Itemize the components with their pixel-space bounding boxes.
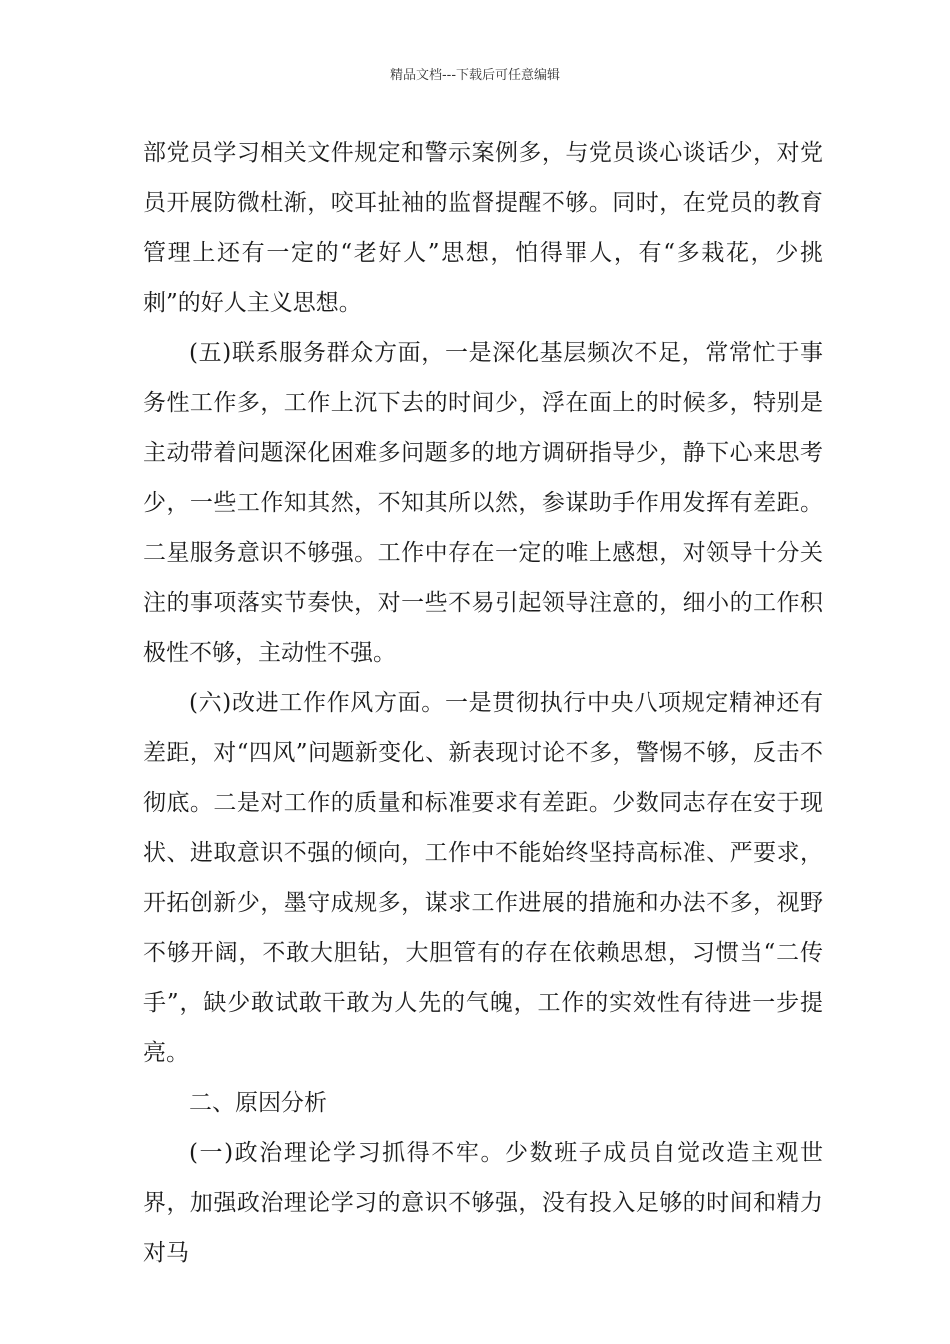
paragraph-political-theory: (一)政治理论学习抓得不牢。少数班子成员自觉改造主观世界，加强政治理论学习的意识不够强，没有投入足够的时间和精力对马 <box>143 1140 823 1266</box>
section-heading-cause-analysis: 二、原因分析 <box>189 1090 327 1116</box>
page-header: 精品文档---下载后可任意编辑 <box>389 68 561 83</box>
paragraph-serving-masses: (五)联系服务群众方面，一是深化基层频次不足，常常忙于事务性工作多，工作上沉下去的时间少，浮在面上的时候多，特别是主动带着问题深化困难多问题多的地方调研指导少，静下心来思考少，一些工作知其然，不知其所以然，参谋助手作用发挥有差距。二星服务意识不够强。工作中存在一定的唯上感想，对领导十分关注的事项落实节奏快，对一些不易引起领导注意的，细小的工作积极性不够，主动性不强。 <box>143 340 823 666</box>
document-body <box>143 128 823 1278</box>
paragraph-work-style: (六)改进工作作风方面。一是贯彻执行中央八项规定精神还有差距，对“四风”问题新变化、新表现讨论不多，警惕不够，反击不彻底。二是对工作的质量和标准要求有差距。少数同志存在安于现状、进取意识不强的倾向，工作中不能始终坚持高标准、严要求，开拓创新少，墨守成规多，谋求工作进展的措施和办法不多，视野不够开阔，不敢大胆钻，大胆管有的存在依赖思想，习惯当“二传手”，缺少敢试敢干敢为人先的气魄，工作的实效性有待进一步提亮。 <box>143 690 823 1066</box>
paragraph-party-education: 部党员学习相关文件规定和警示案例多，与党员谈心谈话少，对党员开展防微杜渐，咬耳扯袖的监督提醒不够。同时，在党员的教育管理上还有一定的“老好人”思想，怕得罪人，有“多栽花，少挑刺”的好人主义思想。 <box>143 140 823 316</box>
